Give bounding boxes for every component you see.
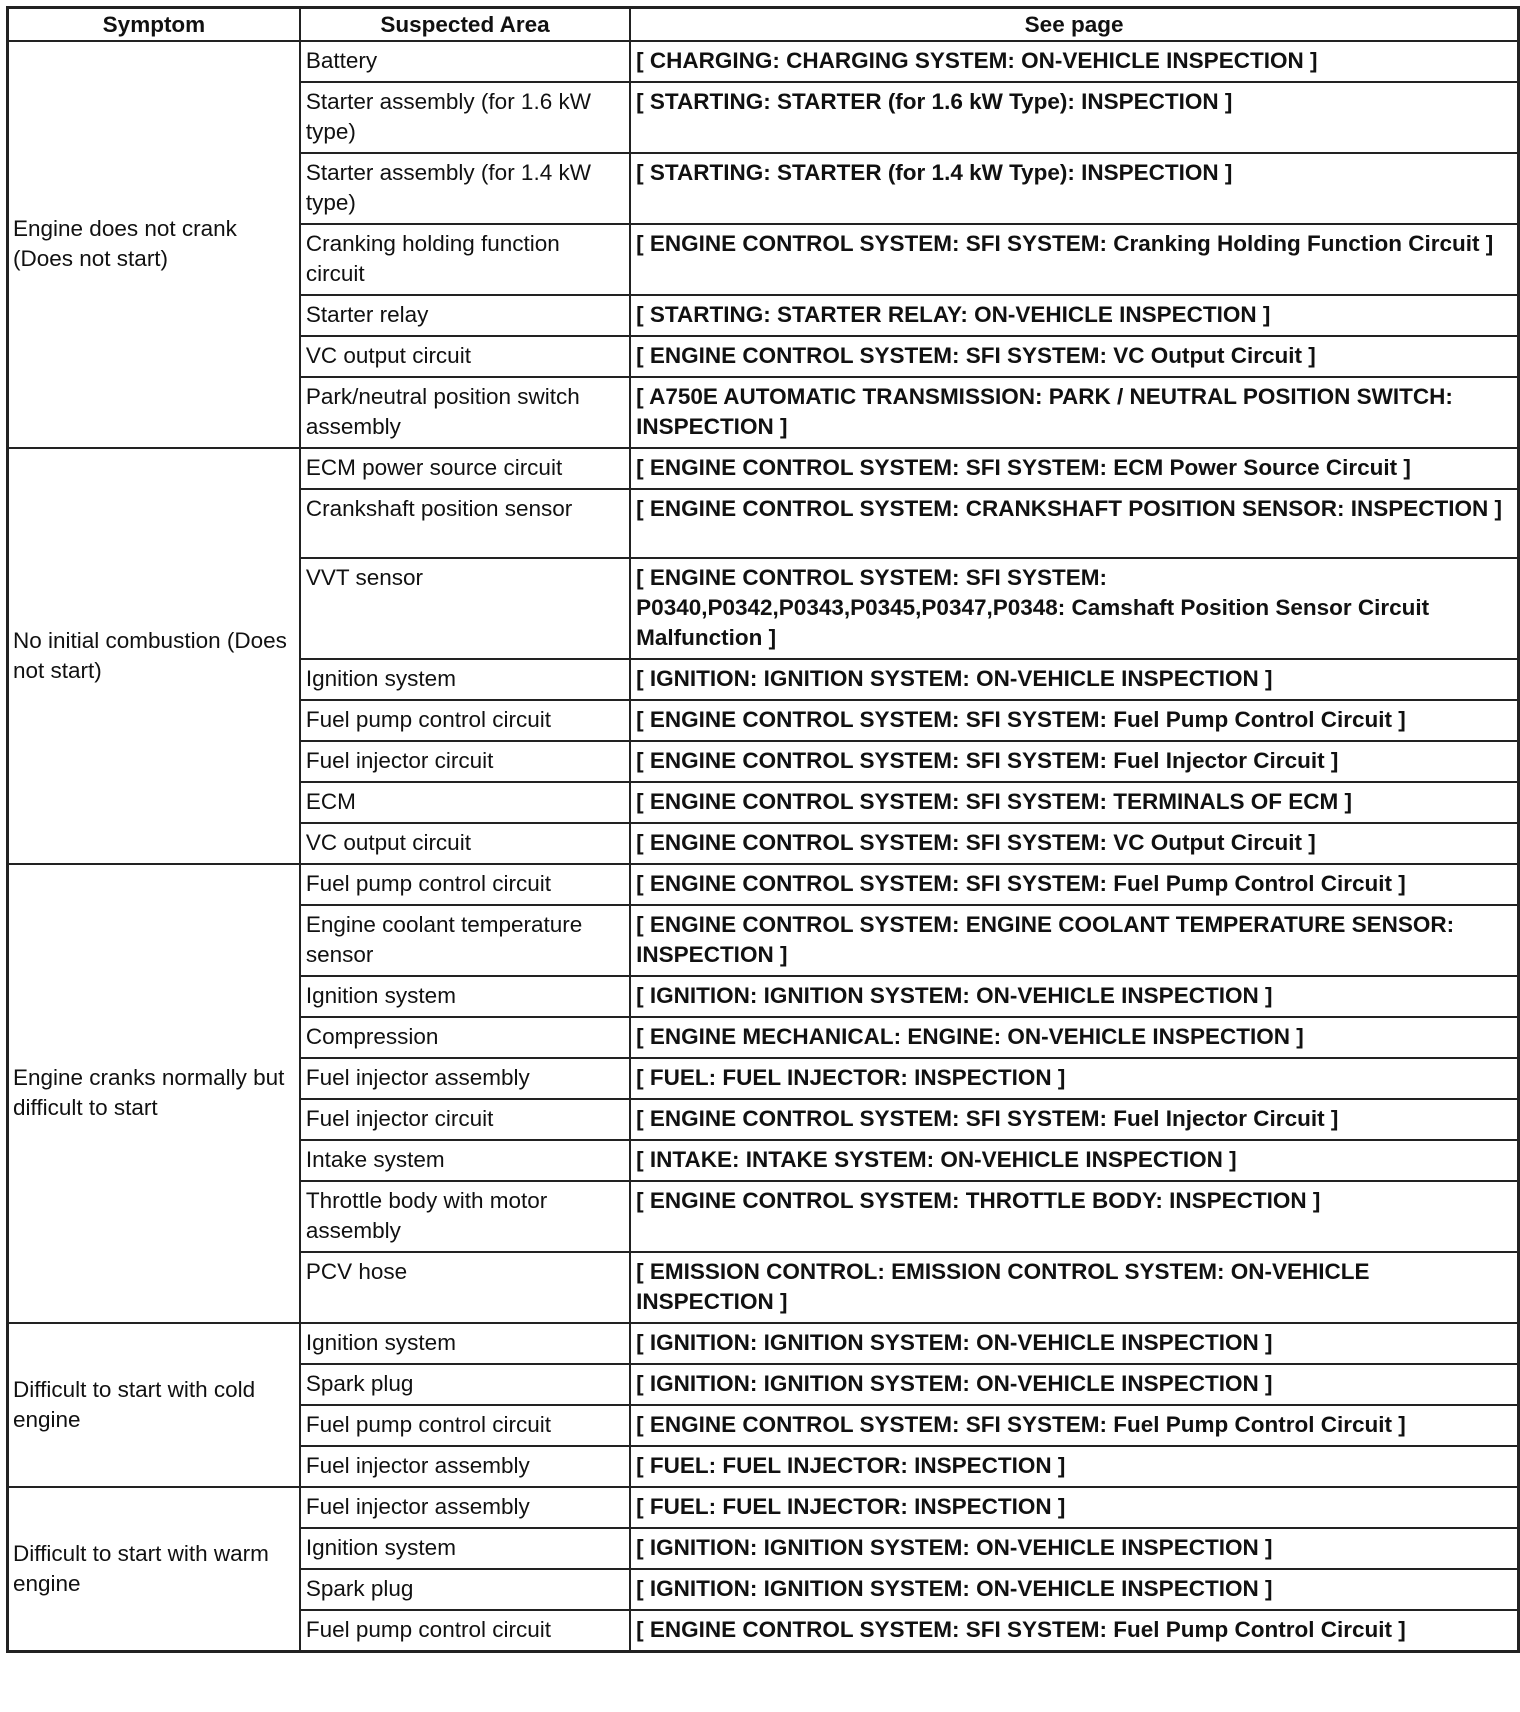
table-row — [8, 1487, 1519, 1528]
see-page-cell: [ FUEL: FUEL INJECTOR: INSPECTION ] — [630, 1446, 1518, 1487]
table-row — [8, 1323, 1519, 1364]
suspected-area-cell: Throttle body with motor assembly — [300, 1181, 630, 1252]
see-page-cell: [ CHARGING: CHARGING SYSTEM: ON-VEHICLE INSPECTION ] — [630, 41, 1518, 82]
see-page-cell: [ ENGINE CONTROL SYSTEM: SFI SYSTEM: TERMINALS OF ECM ] — [630, 782, 1518, 823]
symptom-cell: Engine does not crank (Does not start) — [8, 41, 300, 448]
suspected-area-cell: Starter relay — [300, 295, 630, 336]
header-row — [8, 8, 1519, 42]
suspected-area-cell: Fuel pump control circuit — [300, 864, 630, 905]
suspected-area-cell: Ignition system — [300, 659, 630, 700]
suspected-area-cell: Battery — [300, 41, 630, 82]
see-page-cell: [ ENGINE CONTROL SYSTEM: SFI SYSTEM: Fuel Pump Control Circuit ] — [630, 864, 1518, 905]
see-page-cell: [ IGNITION: IGNITION SYSTEM: ON-VEHICLE INSPECTION ] — [630, 1528, 1518, 1569]
table-row — [8, 41, 1519, 82]
suspected-area-cell: Crankshaft position sensor — [300, 489, 630, 558]
symptom-cell: No initial combustion (Does not start) — [8, 448, 300, 864]
see-page-cell: [ IGNITION: IGNITION SYSTEM: ON-VEHICLE INSPECTION ] — [630, 1569, 1518, 1610]
see-page-cell: [ FUEL: FUEL INJECTOR: INSPECTION ] — [630, 1058, 1518, 1099]
suspected-area-cell: Compression — [300, 1017, 630, 1058]
suspected-area-cell: Spark plug — [300, 1569, 630, 1610]
symptom-cell: Difficult to start with warm engine — [8, 1487, 300, 1652]
suspected-area-cell: Intake system — [300, 1140, 630, 1181]
see-page-cell: [ FUEL: FUEL INJECTOR: INSPECTION ] — [630, 1487, 1518, 1528]
suspected-area-cell: Starter assembly (for 1.6 kW type) — [300, 82, 630, 153]
header-symptom: Symptom — [8, 8, 300, 42]
suspected-area-cell: VVT sensor — [300, 558, 630, 659]
symptom-cell: Difficult to start with cold engine — [8, 1323, 300, 1487]
header-see-page: See page — [630, 8, 1518, 42]
see-page-cell: [ ENGINE CONTROL SYSTEM: ENGINE COOLANT TEMPERATURE SENSOR: INSPECTION ] — [630, 905, 1518, 976]
symptom-cell: Engine cranks normally but difficult to start — [8, 864, 300, 1323]
see-page-cell: [ IGNITION: IGNITION SYSTEM: ON-VEHICLE INSPECTION ] — [630, 976, 1518, 1017]
suspected-area-cell: Engine coolant temperature sensor — [300, 905, 630, 976]
suspected-area-cell: PCV hose — [300, 1252, 630, 1323]
suspected-area-cell: Ignition system — [300, 1528, 630, 1569]
suspected-area-cell: VC output circuit — [300, 823, 630, 864]
suspected-area-cell: Spark plug — [300, 1364, 630, 1405]
see-page-cell: [ IGNITION: IGNITION SYSTEM: ON-VEHICLE INSPECTION ] — [630, 1364, 1518, 1405]
symptom-table — [6, 6, 1520, 1653]
see-page-cell: [ ENGINE CONTROL SYSTEM: SFI SYSTEM: Fuel Pump Control Circuit ] — [630, 1610, 1518, 1652]
suspected-area-cell: Fuel injector assembly — [300, 1058, 630, 1099]
see-page-cell: [ ENGINE CONTROL SYSTEM: SFI SYSTEM: Cranking Holding Function Circuit ] — [630, 224, 1518, 295]
see-page-cell: [ ENGINE CONTROL SYSTEM: SFI SYSTEM: Fuel Injector Circuit ] — [630, 1099, 1518, 1140]
suspected-area-cell: Starter assembly (for 1.4 kW type) — [300, 153, 630, 224]
see-page-cell: [ ENGINE MECHANICAL: ENGINE: ON-VEHICLE INSPECTION ] — [630, 1017, 1518, 1058]
see-page-cell: [ ENGINE CONTROL SYSTEM: SFI SYSTEM: VC Output Circuit ] — [630, 823, 1518, 864]
see-page-cell: [ INTAKE: INTAKE SYSTEM: ON-VEHICLE INSPECTION ] — [630, 1140, 1518, 1181]
suspected-area-cell: Fuel pump control circuit — [300, 1610, 630, 1652]
see-page-cell: [ IGNITION: IGNITION SYSTEM: ON-VEHICLE INSPECTION ] — [630, 659, 1518, 700]
suspected-area-cell: Fuel injector assembly — [300, 1487, 630, 1528]
header-suspected-area: Suspected Area — [300, 8, 630, 42]
see-page-cell: [ STARTING: STARTER RELAY: ON-VEHICLE INSPECTION ] — [630, 295, 1518, 336]
see-page-cell: [ STARTING: STARTER (for 1.4 kW Type): INSPECTION ] — [630, 153, 1518, 224]
see-page-cell: [ ENGINE CONTROL SYSTEM: SFI SYSTEM: Fuel Pump Control Circuit ] — [630, 1405, 1518, 1446]
suspected-area-cell: Ignition system — [300, 1323, 630, 1364]
see-page-cell: [ EMISSION CONTROL: EMISSION CONTROL SYSTEM: ON-VEHICLE INSPECTION ] — [630, 1252, 1518, 1323]
see-page-cell: [ ENGINE CONTROL SYSTEM: THROTTLE BODY: INSPECTION ] — [630, 1181, 1518, 1252]
suspected-area-cell: Cranking holding function circuit — [300, 224, 630, 295]
see-page-cell: [ ENGINE CONTROL SYSTEM: SFI SYSTEM: P0340,P0342,P0343,P0345,P0347,P0348: Camshaft Position Sensor Circuit Malfunction ] — [630, 558, 1518, 659]
see-page-cell: [ IGNITION: IGNITION SYSTEM: ON-VEHICLE INSPECTION ] — [630, 1323, 1518, 1364]
suspected-area-cell: Ignition system — [300, 976, 630, 1017]
see-page-cell: [ ENGINE CONTROL SYSTEM: SFI SYSTEM: VC Output Circuit ] — [630, 336, 1518, 377]
see-page-cell: [ A750E AUTOMATIC TRANSMISSION: PARK / NEUTRAL POSITION SWITCH: INSPECTION ] — [630, 377, 1518, 448]
suspected-area-cell: VC output circuit — [300, 336, 630, 377]
see-page-cell: [ ENGINE CONTROL SYSTEM: SFI SYSTEM: Fuel Pump Control Circuit ] — [630, 700, 1518, 741]
suspected-area-cell: Park/neutral position switch assembly — [300, 377, 630, 448]
table-row — [8, 864, 1519, 905]
suspected-area-cell: Fuel injector assembly — [300, 1446, 630, 1487]
suspected-area-cell: Fuel injector circuit — [300, 741, 630, 782]
suspected-area-cell: ECM — [300, 782, 630, 823]
suspected-area-cell: Fuel pump control circuit — [300, 700, 630, 741]
suspected-area-cell: Fuel injector circuit — [300, 1099, 630, 1140]
see-page-cell: [ ENGINE CONTROL SYSTEM: SFI SYSTEM: ECM Power Source Circuit ] — [630, 448, 1518, 489]
table-body — [8, 41, 1519, 1652]
table-row — [8, 448, 1519, 489]
see-page-cell: [ ENGINE CONTROL SYSTEM: SFI SYSTEM: Fuel Injector Circuit ] — [630, 741, 1518, 782]
see-page-cell: [ STARTING: STARTER (for 1.6 kW Type): INSPECTION ] — [630, 82, 1518, 153]
suspected-area-cell: ECM power source circuit — [300, 448, 630, 489]
see-page-cell: [ ENGINE CONTROL SYSTEM: CRANKSHAFT POSITION SENSOR: INSPECTION ] — [630, 489, 1518, 558]
suspected-area-cell: Fuel pump control circuit — [300, 1405, 630, 1446]
